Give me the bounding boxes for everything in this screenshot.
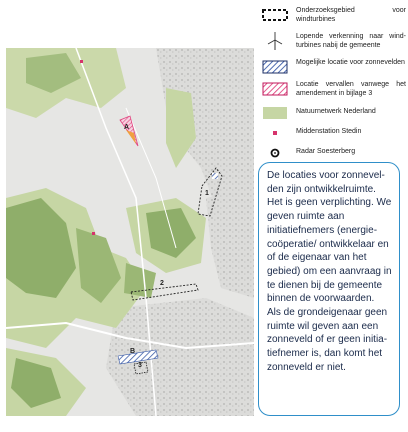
legend-label: Middenstation Stedin xyxy=(296,128,362,135)
info-text: De locaties voor zonnevel-den zijn ontwikkelruimte. Het is geen verplichting. We geven ruimte aan initiatiefnemers (energie-coöperatie/ ontwikkelaar en of de eigenaar van het gebied) om een aanvraag in te dienen bij de gemeente binnen de voorwaarden. Als de grondeigenaar geen ruimte wil geven aan een zonneveld of er geen initia-tiefnemer is, dan komt het zonneveld er niet. xyxy=(267,170,392,373)
map-label-2: 2 xyxy=(160,280,164,287)
blue-hatched-rectangle-icon xyxy=(262,60,288,74)
green-rectangle-icon xyxy=(262,106,288,120)
legend-label: Mogelijke locatie voor zonnevelden xyxy=(296,59,405,66)
solar-location-1 xyxy=(212,173,218,179)
dashed-rectangle-icon xyxy=(262,8,288,22)
stedin-station-marker xyxy=(92,232,95,235)
map-canvas xyxy=(6,48,254,416)
legend-item-cancelled-location xyxy=(262,80,408,104)
map-label-b: B xyxy=(130,348,136,355)
legend-label: Natuurnetwerk Nederland xyxy=(296,108,376,115)
stedin-station-marker xyxy=(80,60,83,63)
legend-label: Locatie vervallen vanwege het amendement in bijlage 3 xyxy=(296,81,406,97)
pink-square-icon xyxy=(262,126,288,140)
map-label-3: 3 xyxy=(138,362,142,369)
legend-item-wind-research-area xyxy=(262,6,408,30)
legend-item-wind-exploration xyxy=(262,32,408,56)
map-label-1: 1 xyxy=(205,190,209,197)
legend-label: Onderzoeksgebied voor windturbines xyxy=(296,7,406,23)
info-box xyxy=(258,162,400,416)
pink-hatched-rectangle-icon xyxy=(262,82,288,96)
map-label-a: A xyxy=(124,124,130,131)
target-circle-icon xyxy=(262,146,288,160)
map-area xyxy=(6,48,254,416)
wind-turbine-icon xyxy=(262,32,288,50)
legend-item-solar-location xyxy=(262,58,408,82)
legend-label: Radar Soesterberg xyxy=(296,148,356,155)
legend-label: Lopende verkenning naar wind-turbines nabij de gemeente xyxy=(296,33,406,49)
